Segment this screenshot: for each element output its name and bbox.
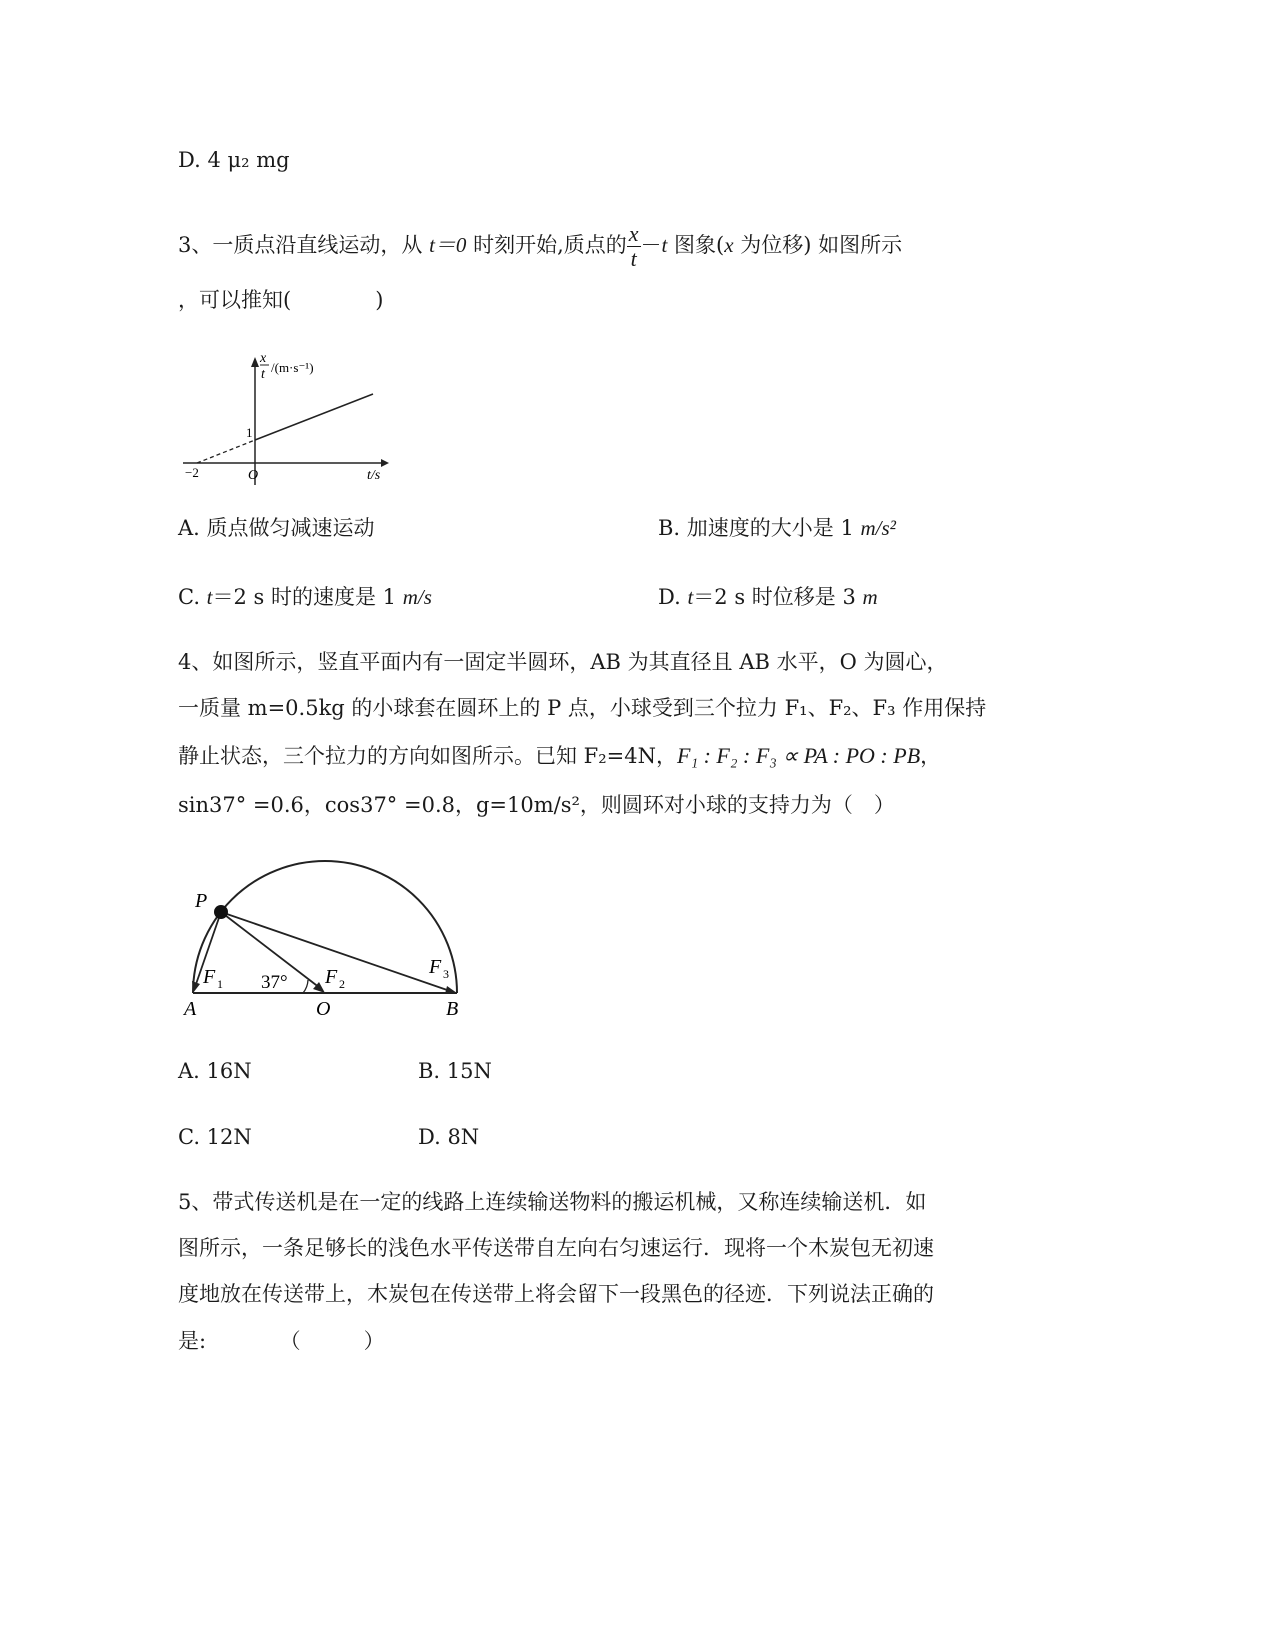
q5-stem-line3: 度地放在传送带上，木炭包在传送带上将会留下一段黑色的径迹．下列说法正确的 <box>178 1282 934 1306</box>
q4-option-d: D. 8N <box>418 1125 480 1149</box>
q3-intercept-label: 1 <box>246 425 253 440</box>
q3-frac-den: t <box>630 246 637 271</box>
q3-option-c-unit: m/s <box>402 585 432 609</box>
q3-solid-line <box>255 394 373 440</box>
q3-text-c: － <box>640 233 662 257</box>
q4-label-o: O <box>316 998 331 1020</box>
q5-stem-line2: 图所示，一条足够长的浅色水平传送带自左向右匀速运行．现将一个木炭包无初速 <box>178 1236 934 1260</box>
q4-stem-line4: sin37° =0.6，cos37° =0.8，g=10m/s²，则圆环对小球的支持力为（ ） <box>178 793 895 817</box>
q3-y-unit: /(m·s⁻¹) <box>271 360 314 375</box>
q4-label-f3 <box>428 956 449 981</box>
q3-text-d: 图象( <box>667 233 725 257</box>
svg-text:1: 1 <box>217 977 223 991</box>
q4-label-f2 <box>324 966 345 991</box>
q4-label-p: P <box>195 890 208 912</box>
q4-line3-end: ， <box>920 744 942 768</box>
q3-t-var: t <box>661 233 668 257</box>
q3-text-b: 时刻开始,质点的 <box>466 233 627 257</box>
svg-text:2: 2 <box>339 977 345 991</box>
q3-option-b-unit: m/s² <box>860 516 896 540</box>
q4-angle-arc <box>303 980 308 993</box>
q4-line1-text: 如图所示，竖直平面内有一固定半圆环，AB 为其直径且 AB 水平，O 为圆心， <box>212 650 948 674</box>
q3-fraction <box>627 222 641 271</box>
q2-option-d: D. 4 μ₂ mg <box>178 148 290 172</box>
q4-ratio: F₁ : F₂ : F₃ ∝ PA : PO : PB <box>677 743 921 768</box>
q3-option-c-t: t <box>206 585 213 609</box>
q4-option-c: C. 12N <box>178 1125 252 1149</box>
q4-option-b: B. 15N <box>418 1059 492 1083</box>
q3-option-d-a: D. <box>658 585 688 609</box>
q3-y-label-num: x <box>260 351 267 366</box>
q4-label-angle: 37° <box>261 972 288 993</box>
q4-stem-line2: 一质量 m=0.5kg 的小球套在圆环上的 P 点，小球受到三个拉力 F₁、F₂、F₃ 作用保持 <box>178 696 987 720</box>
q4-option-a: A. 16N <box>178 1059 252 1083</box>
q3-stem-line2: ，可以推知( ) <box>178 288 384 312</box>
q3-option-b <box>658 513 896 543</box>
svg-text:3: 3 <box>443 967 449 981</box>
q4-label-b: B <box>446 998 459 1020</box>
q3-option-c-b: ＝2 s 时的速度是 1 <box>212 585 403 609</box>
q3-x-label: t/s <box>367 468 381 483</box>
q3-option-a: A. 质点做匀减速运动 <box>178 516 375 540</box>
q3-option-c-a: C. <box>178 585 207 609</box>
q4-stem-line1 <box>178 647 948 677</box>
q4-line3-text: 静止状态，三个拉力的方向如图所示。已知 F₂=4N， <box>178 744 677 768</box>
svg-text:F: F <box>325 966 338 988</box>
q3-option-c <box>178 582 432 612</box>
svg-text:F: F <box>203 966 216 988</box>
q3-option-d-unit: m <box>862 585 878 609</box>
q4-force-f3-arrow <box>445 986 457 994</box>
svg-text:F: F <box>429 956 442 978</box>
q3-y-axis-arrow <box>251 357 259 367</box>
q4-point-p <box>214 905 228 919</box>
q3-option-d <box>658 582 878 612</box>
q3-x-var: x <box>724 233 734 257</box>
q5-stem-line1: 5、带式传送机是在一定的线路上连续输送物料的搬运机械，又称连续输送机．如 <box>178 1190 927 1214</box>
q3-t0: t＝0 <box>429 233 467 257</box>
q3-option-b-text: B. 加速度的大小是 1 <box>658 516 861 540</box>
q4-number: 4、 <box>178 650 213 674</box>
q4-force-f1-arrow <box>192 981 200 993</box>
q3-number: 3、 <box>178 233 213 257</box>
q3-option-d-b: ＝2 s 时位移是 3 <box>693 585 863 609</box>
q3-xt-graph <box>175 345 405 485</box>
q4-stem-line3 <box>178 741 941 771</box>
q3-y-label-den: t <box>261 367 265 382</box>
q3-t-axis-arrow <box>381 459 389 467</box>
q3-frac-num: x <box>628 221 639 246</box>
q3-text-e: 为位移) 如图所示 <box>733 233 903 257</box>
q4-label-f1 <box>202 966 223 991</box>
q4-label-a: A <box>184 998 197 1020</box>
q3-stem-line1 <box>178 222 902 271</box>
q3-neg-label: −2 <box>185 465 199 480</box>
q3-dashed-line <box>197 440 255 463</box>
q5-stem-line4: 是: （ ） <box>178 1329 385 1353</box>
q3-option-d-t: t <box>687 585 694 609</box>
q3-origin-label: O <box>248 468 259 483</box>
q3-text-a: 一质点沿直线运动，从 <box>212 233 430 257</box>
q4-semicircle-diagram <box>175 855 475 1025</box>
